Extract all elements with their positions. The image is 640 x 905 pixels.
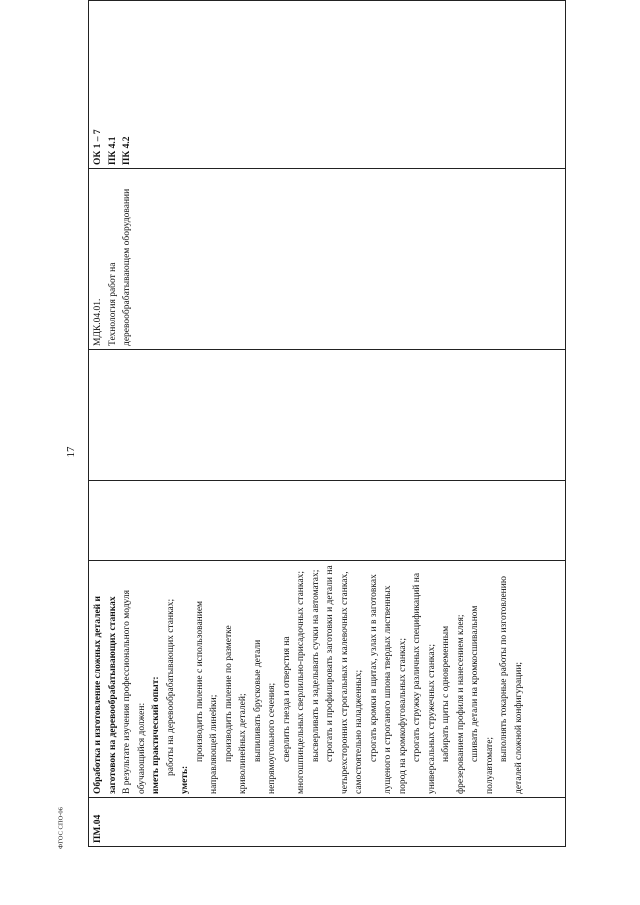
module-code: ПМ.04: [93, 814, 103, 843]
skill-item: строгать кромки в щитах, узлах и в заготовках лущеного и строганого шпона твердых лиственных пород на кромкофуговальных станках;: [368, 574, 408, 794]
curriculum-table-sheet: [88, 43, 566, 847]
skill-item: производить пиление с использованием направляющей линейки;: [194, 600, 219, 794]
skill-item: набирать щиты с одновременным фрезерованием профиля и нанесением клея;: [441, 614, 466, 794]
competencies-cell: [89, 1, 566, 169]
competency-item: ПК 4.1: [107, 136, 118, 165]
skill-item: выпиливать брусковые детали непрямоугольного сечения;: [252, 639, 277, 794]
skill-item: строгать стружку различных спецификаций на универсальных стружечных станках;: [412, 572, 437, 794]
page-number: 17: [65, 446, 77, 458]
mdk-code: МДК.04.01.: [93, 298, 103, 346]
mdk-title: Технология работ на деревообрабатывающем оборудовании: [107, 188, 132, 346]
mdk-cell: [89, 169, 566, 350]
curriculum-table: [88, 0, 566, 847]
competency-item: ОК 1 – 7: [93, 129, 103, 165]
module-description-cell: [89, 561, 566, 798]
empty-cell: [89, 350, 566, 481]
empty-cell: [89, 481, 566, 561]
experience-heading: иметь практический опыт:: [151, 676, 161, 794]
competency-item: ПК 4.2: [122, 136, 132, 165]
skill-item: высверливать и заделывать сучки на автоматах;: [310, 569, 321, 762]
skill-item: сшивать детали на кромкосшивальном полуавтомате;: [470, 605, 495, 794]
skill-item: сверлить гнезда и отверстия на многошпиндельных сверлильно-присадочных станках;: [281, 571, 306, 794]
skill-item: строгать и профилировать заготовки и детали на четырехсторонних строгальных и калевочных станках, самостоятельно наладженных;: [325, 565, 364, 794]
module-intro: В результате изучения профессионального модуля обучающийся должен:: [122, 590, 147, 794]
module-code-cell: [89, 798, 566, 847]
module-title: Обработка и изготовление сложных деталей и заготовок на деревообрабатывающих станках: [93, 595, 118, 794]
table-row: [89, 1, 566, 847]
skill-item: производить пиление по разметке криволинейных деталей;: [223, 625, 248, 794]
experience-item: работы на деревообрабатывающих станках;: [165, 598, 176, 776]
footer-label: ФГОС СПО-06: [57, 807, 65, 849]
skill-item: выполнять токарные работы по изготовлению деталей сложной конфигурации;: [499, 576, 524, 794]
skills-heading: уметь:: [180, 765, 190, 794]
